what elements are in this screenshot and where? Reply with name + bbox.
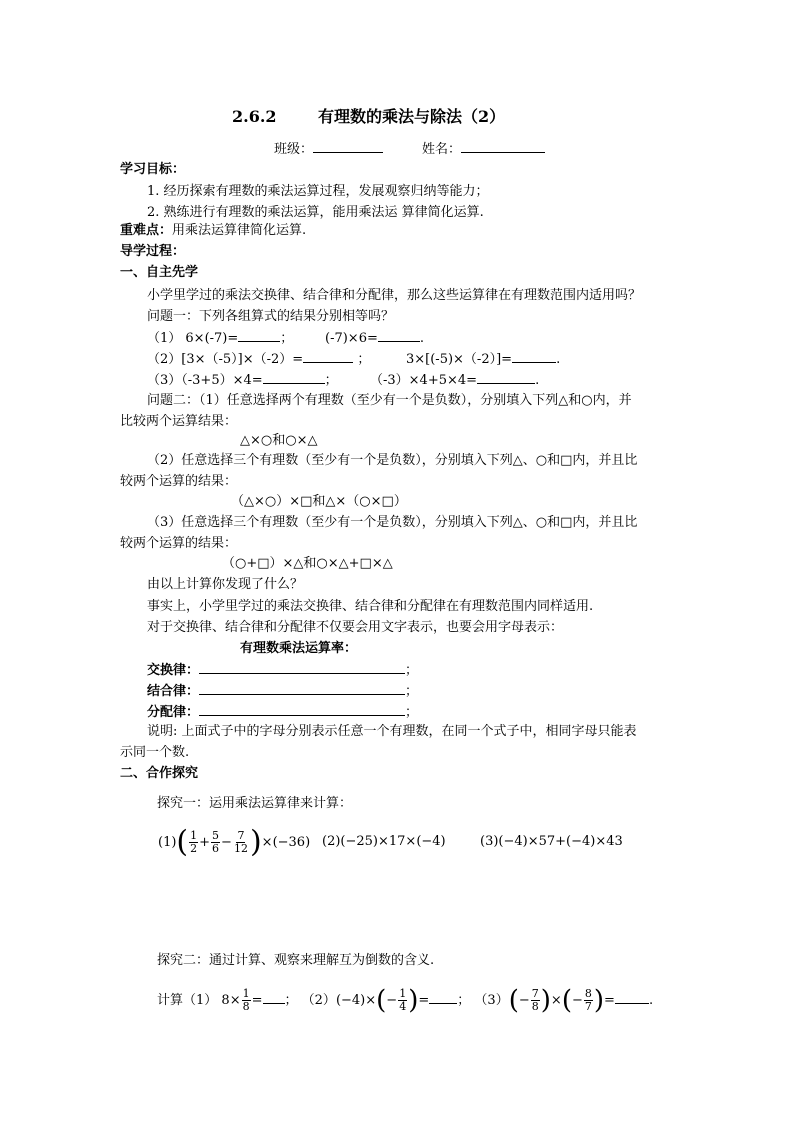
- q2-2-line2: 较两个运算的结果：: [120, 474, 238, 489]
- q2-formula2: （△×○）×□和△×（○×□）: [231, 494, 407, 509]
- q1-row1b: (-7)×6= .: [325, 331, 425, 346]
- section2-heading: 二、合作探究: [120, 766, 199, 781]
- law2-semicolon: ；: [405, 684, 419, 699]
- c1-frac: $\frac{1}{8}$: [242, 987, 250, 1013]
- law-commutative: [147, 661, 418, 680]
- q1-row2a: （2）[3×（-5）]×（-2）= ；: [147, 352, 371, 367]
- q1-row1a: （1） 6×(-7)= ；: [147, 331, 294, 346]
- c3-frac1: $\frac{7}{8}$: [531, 987, 539, 1013]
- goals-heading: 学习目标：: [120, 162, 186, 177]
- q2-3-line1: （3）任意选择三个有理数（至少有一个是负数），分别填入下列△、○和□内，并且比: [147, 515, 638, 530]
- q1-row1b-text: (-7)×6=: [325, 331, 378, 346]
- law3-label: 分配律：: [147, 705, 200, 720]
- q1-row2b-text: 3×[(-5)×（-2）]=: [406, 352, 513, 367]
- law1-label: 交换律：: [147, 663, 200, 678]
- q1-row2a-blank[interactable]: [303, 350, 353, 363]
- class-label: 班级：: [274, 142, 314, 157]
- goal-item-1: 1. 经历探索有理数的乘法运算过程，发展观察归纳等能力；: [147, 184, 489, 199]
- q1-row3b: （-3）×4+5×4= .: [370, 373, 540, 388]
- law3-blank[interactable]: [199, 703, 405, 716]
- q2-formula3: （○+□）×△和○×△+□×△: [222, 556, 393, 571]
- problem2: (2)(−25)×17×(−4): [322, 834, 446, 849]
- name-label: 姓名：: [422, 142, 462, 157]
- fact-text: 事实上，小学里学过的乘法交换律、结合律和分配律在有理数范围内同样适用.: [147, 599, 594, 614]
- p1-frac1: $\frac{1}{2}$: [190, 829, 198, 855]
- explore2: 探究二：通过计算、观察来理解互为倒数的含义.: [157, 953, 435, 968]
- c3-label: （3）: [474, 993, 509, 1008]
- q2-3-line2: 较两个运算的结果：: [120, 536, 238, 551]
- problem1: (1)( $\frac{1}{2}$ + $\frac{5}{6}$ − $\frac{7}{12}$ )×(−36): [158, 824, 311, 860]
- q1-row3b-text: （-3）×4+5×4=: [370, 373, 478, 388]
- section-number: 2.6.2: [232, 107, 277, 126]
- section1-heading: 一、自主先学: [120, 265, 199, 280]
- keypoint-line: [120, 222, 306, 240]
- q1-row2b: 3×[(-5)×（-2）]= .: [406, 352, 561, 367]
- c3-blank[interactable]: [615, 991, 649, 1004]
- q2-line1: 问题二：（1）任意选择两个有理数（至少有一个是负数），分别填入下列△和○内，并: [147, 393, 632, 408]
- q1-row3a-text: （3）（-3+5）×4=: [147, 373, 263, 388]
- question1: 问题一：下列各组算式的结果分别相等吗？: [147, 309, 395, 324]
- class-blank[interactable]: [313, 140, 383, 153]
- keypoint-text: 用乘法运算律简化运算.: [172, 223, 307, 238]
- c1-blank[interactable]: [263, 991, 285, 1004]
- process-heading: 导学过程：: [120, 244, 186, 259]
- name-field: [422, 140, 545, 159]
- law-distributive: [147, 703, 418, 722]
- law-title: 有理数乘法运算率：: [240, 641, 358, 656]
- keypoint-label: 重难点：: [120, 223, 173, 238]
- discover-text: 由以上计算你发现了什么？: [147, 577, 304, 592]
- class-field: [274, 140, 383, 159]
- law1-semicolon: ；: [405, 663, 419, 678]
- goal-item-2: 2. 熟练进行有理数的乘法运算，能用乘法运 算律简化运算.: [147, 205, 484, 220]
- c3-frac2: $\frac{8}{7}$: [584, 987, 592, 1013]
- calc-row: 计算（1） 8× $\frac{1}{8}$ = ； （2）(−4)×(− $\frac{1}{4}$ )= ； （3）(− $\frac{7}{8}$ )×(− $\frac{8}{7}$ )= .: [157, 985, 654, 1016]
- c2-frac: $\frac{1}{4}$: [399, 987, 407, 1013]
- q2-line2: 比较两个运算结果：: [120, 414, 238, 429]
- q1-row2b-blank[interactable]: [512, 350, 556, 363]
- q1-row1a-blank[interactable]: [238, 329, 280, 342]
- calc-label: 计算（1）: [157, 993, 218, 1008]
- c2-blank[interactable]: [429, 991, 457, 1004]
- q1-row3a: （3）（-3+5）×4= ；: [147, 373, 338, 388]
- c2-label: （2）: [301, 993, 336, 1008]
- q1-row3a-blank[interactable]: [263, 371, 325, 384]
- note-line2: 示同一个数.: [120, 745, 190, 760]
- law2-label: 结合律：: [147, 684, 200, 699]
- p1-frac2: $\frac{5}{6}$: [212, 829, 220, 855]
- q2-2-line1: （2）任意选择三个有理数（至少有一个是负数），分别填入下列△、○和□内，并且比: [147, 453, 638, 468]
- law1-blank[interactable]: [199, 661, 405, 674]
- p1-frac3: $\frac{7}{12}$: [233, 829, 248, 855]
- law-associative: [147, 682, 418, 701]
- law3-semicolon: ；: [405, 705, 419, 720]
- p1-prefix: (1): [158, 835, 177, 850]
- problem3: (3)(−4)×57+(−4)×43: [480, 834, 623, 849]
- q2-formula1: △×○和○×△: [240, 433, 318, 448]
- section1-intro: 小学里学过的乘法交换律、结合律和分配律，那么这些运算律在有理数范围内适用吗？: [147, 288, 642, 303]
- q1-row2a-text: （2）[3×（-5）]×（-2）=: [147, 352, 304, 367]
- page-title: 有理数的乘法与除法（2）: [318, 107, 506, 126]
- note-line1: 说明: 上面式子中的字母分别表示任意一个有理数，在同一个式子中，相同字母只能表: [147, 724, 637, 739]
- express-text: 对于交换律、结合律和分配律不仅要会用文字表示，也要会用字母表示：: [147, 620, 564, 635]
- name-blank[interactable]: [461, 140, 545, 153]
- q1-row1a-text: （1） 6×(-7)=: [147, 331, 239, 346]
- q1-row3b-blank[interactable]: [477, 371, 535, 384]
- q1-row1b-blank[interactable]: [378, 329, 420, 342]
- explore1: 探究一：运用乘法运算律来计算：: [157, 796, 353, 811]
- law2-blank[interactable]: [199, 682, 405, 695]
